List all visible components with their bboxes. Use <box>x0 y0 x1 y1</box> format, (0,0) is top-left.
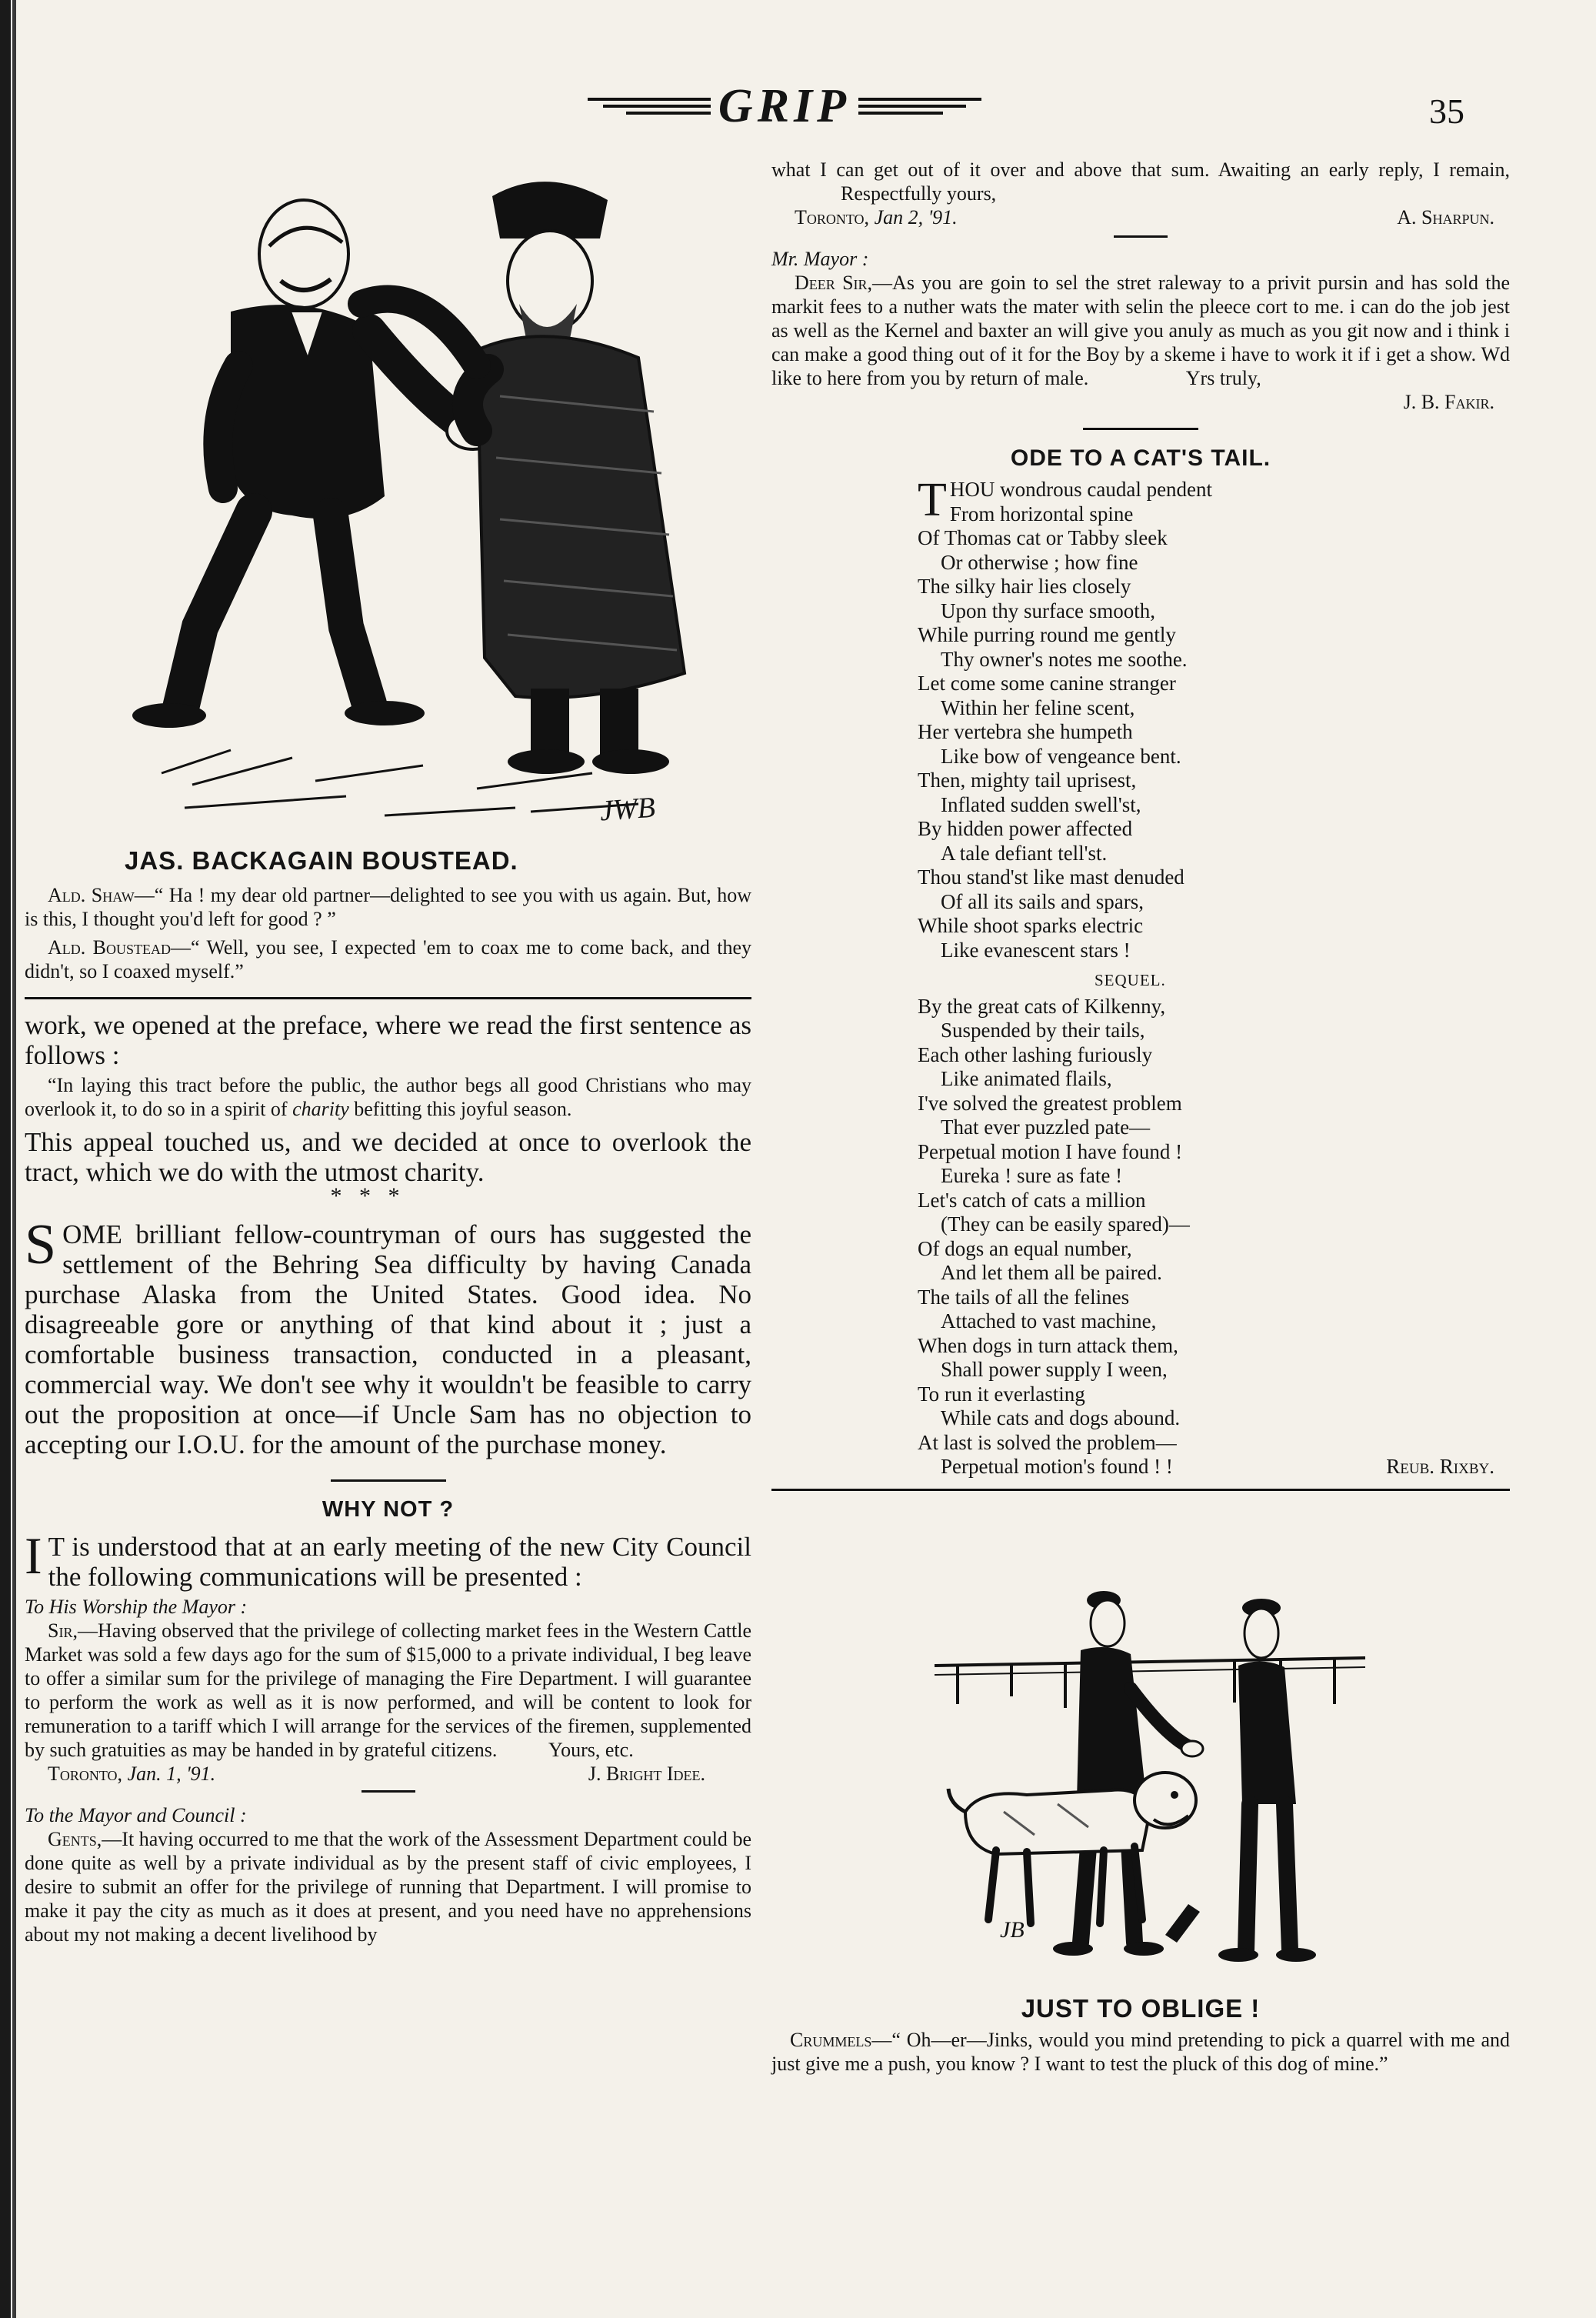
binding-edge-shadow <box>12 0 16 2318</box>
letter1-salutation: To His Worship the Mayor : <box>25 1596 248 1618</box>
sequel-line: Let's catch of cats a million <box>918 1188 1146 1212</box>
ode-line: The silky hair lies closely <box>918 575 1131 598</box>
ode-line: Thy owner's notes me soothe. <box>941 647 1188 671</box>
masthead-rule-right <box>858 98 981 115</box>
speaker-crummels: Crummels <box>790 2029 872 2051</box>
sequel-line: I've solved the greatest problem <box>918 1091 1182 1115</box>
sequel-line: Like animated flails, <box>941 1067 1112 1090</box>
ode-poem <box>771 474 1510 1479</box>
why-not-title: WHY NOT ? <box>322 1497 455 1522</box>
preface-quote-end: befitting this joyful season. <box>354 1098 572 1120</box>
sequel-line: Shall power supply I ween, <box>941 1358 1168 1381</box>
letter3-closing: Yrs truly, <box>1185 367 1261 389</box>
ode-line: Inflated sudden swell'st, <box>941 792 1141 816</box>
masthead-title: GRIP <box>718 79 851 132</box>
cartoon1-line2-text: —“ Well, you see, I expected 'em to coax me to come back, and they didn't, so I coaxed myself.” <box>25 936 752 982</box>
ode-line: HOU wondrous caudal pendent <box>949 478 1213 501</box>
masthead <box>531 79 1038 132</box>
artist-signature-jb: JB <box>1000 1917 1025 1943</box>
speaker-shaw: Ald. Shaw <box>48 884 135 906</box>
cartoon2-caption <box>771 1994 1510 2076</box>
sequel-line: Suspended by their tails, <box>941 1019 1145 1042</box>
sequel-line <box>918 1455 1510 1479</box>
cartoon1-line1-text: —“ Ha ! my dear old partner—delighted to see you with us again. But, how is this, I thought you'd left for good ? ” <box>25 884 751 930</box>
letter3-salutation: Mr. Mayor : <box>771 248 869 270</box>
letter1-opening: Sir, <box>48 1619 78 1642</box>
letter3-opening: Deer Sir, <box>795 272 873 294</box>
alaska-text: OME brilliant fellow-countryman of ours has suggested the settlement of the Behring Sea difficulty by having Canada purchase Alaska from the United States. Good idea. No disagreeable gore or anything of that kind about it ; just a comfortable business transaction, conducted in a pleasant, commercial way. We don't see why it wouldn't be feasible to carry out the proposition at once—if Uncle Sam has no objection to accepting our I.O.U. for the amount of the purchase money. <box>25 1219 751 1459</box>
ode-line: Upon thy surface smooth, <box>941 599 1155 622</box>
walking-cane <box>1165 1904 1200 1943</box>
drop-cap-t: T <box>918 474 947 526</box>
letter1-place: Toronto, <box>48 1763 123 1785</box>
sequel-line: That ever puzzled pate— <box>941 1116 1151 1139</box>
figure-ald-shaw <box>132 200 461 728</box>
letter2-signature: A. Sharpun. <box>1397 206 1494 228</box>
divider-short <box>1114 235 1168 238</box>
ode-line: Like evanescent stars ! <box>941 938 1131 962</box>
ode-line: Within her feline scent, <box>941 695 1135 719</box>
ode-line: Then, mighty tail uprisest, <box>918 769 1137 792</box>
ode-line: Like bow of vengeance bent. <box>941 744 1181 768</box>
preface-quote-emphasis: charity <box>292 1098 349 1120</box>
drop-cap-i: I <box>25 1526 42 1585</box>
fence <box>935 1658 1365 1708</box>
ode-line: While purring round me gently <box>918 623 1176 646</box>
cartoon1-caption-title: JAS. BACKAGAIN BOUSTEAD. <box>125 846 518 875</box>
sequel-line: Eureka ! sure as fate ! <box>941 1164 1123 1187</box>
drop-cap-s: S <box>25 1213 57 1276</box>
letter2-sign-line <box>771 205 1510 229</box>
ode-line: From horizontal spine <box>949 502 1134 525</box>
speaker-boustead: Ald. Boustead <box>48 936 171 959</box>
divider-short <box>362 1790 415 1793</box>
alaska-paragraph <box>25 1213 751 1459</box>
letter2-salutation: To the Mayor and Council : <box>25 1804 247 1826</box>
page-number: 35 <box>1429 92 1464 131</box>
ode-line: A tale defiant tell'st. <box>941 841 1108 865</box>
preface-response: This appeal touched us, and we decided at once to overlook the tract, which we do with the utmost charity. <box>25 1127 751 1187</box>
letter3-body <box>771 271 1510 390</box>
divider-short <box>1083 428 1198 430</box>
sequel-last-line: Perpetual motion's found ! ! <box>941 1455 1173 1478</box>
divider <box>25 997 751 999</box>
cartoon-handshake-illustration <box>115 165 731 835</box>
ode-line: Thou stand'st like mast denuded <box>918 865 1185 889</box>
letter3-signature: J. B. Fakir. <box>1403 391 1494 413</box>
sequel-line: The tails of all the felines <box>918 1285 1130 1309</box>
cartoon1-caption-line1 <box>25 883 751 931</box>
cartoon2-caption-text <box>771 2028 1510 2076</box>
letter2-cont-closing: Respectfully yours, <box>841 182 997 205</box>
letter3-body-text: —As you are goin to sel the stret raleway to a privit pursin and has sold the markit fees to a nuther wats the mater with selin the pleece cort to me. i can do the job jest as well as the Kernel and baxter an will give you anuly as much as you git now and i think i can make a good thing out of it for the Boy by a skeme i have to work it if i get a show. Wd like to here from you by return of male. <box>771 272 1511 389</box>
cartoon1-caption-line2 <box>25 936 751 983</box>
sequel-line: Perpetual motion I have found ! <box>918 1139 1183 1163</box>
sequel-line: By the great cats of Kilkenny, <box>918 994 1166 1018</box>
letter1-body <box>25 1619 751 1762</box>
ode-line: While shoot sparks electric <box>918 914 1144 937</box>
why-not-intro-text: T is understood that at an early meeting of the new City Council the following communications will be presented : <box>48 1532 751 1592</box>
artist-signature-jwb: JWB <box>598 791 657 828</box>
binding-edge <box>0 0 11 2318</box>
preface-intro: work, we opened at the preface, where we read the first sentence as follows : <box>25 1010 751 1070</box>
ode-line: Of Thomas cat or Tabby sleek <box>918 526 1168 549</box>
divider <box>771 1489 1510 1491</box>
preface-quote-text: “In laying this tract before the public, the author begs all good Christians who may overlook it, to do so in a spirit of <box>25 1074 751 1120</box>
sequel-line: (They can be easily spared)— <box>941 1212 1190 1236</box>
sequel-line: At last is solved the problem— <box>918 1430 1177 1454</box>
ode-line: Her vertebra she humpeth <box>918 720 1133 743</box>
letter2-place: Toronto, <box>795 206 870 228</box>
ode-title: ODE TO A CAT'S TAIL. <box>1010 445 1271 471</box>
left-column <box>25 846 751 1946</box>
sequel-title: SEQUEL. <box>1095 971 1166 989</box>
sequel-line: Each other lashing furiously <box>918 1042 1153 1066</box>
right-column <box>771 158 1510 1491</box>
sequel-line: Attached to vast machine, <box>941 1309 1157 1332</box>
letter2-opening: Gents, <box>48 1828 102 1850</box>
sequel-line: Of dogs an equal number, <box>918 1236 1132 1260</box>
letter2-body <box>25 1827 751 1946</box>
masthead-rule-left <box>588 98 711 115</box>
letter2-date: Jan 2, '91. <box>874 206 958 228</box>
ode-line: Or otherwise ; how fine <box>941 550 1138 574</box>
letter2-body-text: —It having occurred to me that the work of the Assessment Department could be done quite as well by a private individual as by the present staff of civic employees, I desire to submit an offer for the privilege of running that Department. I will promise to make it pay the city as much as it does at present, and you need have no apprehensions about my not making a decent livelihood by <box>25 1828 751 1946</box>
sequel-line: While cats and dogs abound. <box>941 1406 1181 1429</box>
letter1-body-text: —Having observed that the privilege of collecting market fees in the Western Cattle Market was sold a few days ago for the sum of $15,000 to a private individual, I beg leave to offer a similar sum for the privilege of managing the Fire Department. I will guarantee to perform the work as well as it is now performed, and will be content to look for remuneration to a tariff which I will arrange for the services of the firemen, supplemented by such gratuities as may be handed in by grateful citizens. <box>25 1619 751 1761</box>
figure-jinks <box>1218 1599 1316 1962</box>
ode-line: By hidden power affected <box>918 817 1133 840</box>
cartoon2-caption-title: JUST TO OBLIGE ! <box>1021 1994 1261 2023</box>
letter1-date: Jan. 1, '91. <box>127 1763 216 1785</box>
cartoon2-text: —“ Oh—er—Jinks, would you mind pretending to pick a quarrel with me and just give me a push, you know ? I want to test the pluck of this dog of mine.” <box>771 2029 1510 2075</box>
section-stars: * * * <box>330 1183 400 1209</box>
sequel-line: And let them all be paired. <box>941 1261 1162 1284</box>
preface-quote <box>25 1073 751 1121</box>
letter1-sign-line <box>25 1762 751 1786</box>
sequel-line: When dogs in turn attack them, <box>918 1333 1178 1357</box>
letter2-continued <box>771 158 1510 205</box>
letter2-cont-text: what I can get out of it over and above that sum. Awaiting an early reply, I remain, <box>771 158 1510 181</box>
ode-line: Let come some canine stranger <box>918 672 1176 695</box>
ode-line: Of all its sails and spars, <box>941 889 1144 913</box>
figure-ald-boustead <box>362 182 685 774</box>
bulldog <box>948 1773 1196 1923</box>
sequel-line: To run it everlasting <box>918 1382 1085 1406</box>
divider-short <box>331 1479 446 1482</box>
why-not-intro <box>25 1526 751 1592</box>
ode-author: Reub. Rixby. <box>1386 1455 1494 1478</box>
letter1-signature: J. Bright Idee. <box>588 1763 705 1785</box>
letter1-closing: Yours, etc. <box>548 1739 634 1761</box>
figure-crummels <box>1053 1591 1203 1956</box>
